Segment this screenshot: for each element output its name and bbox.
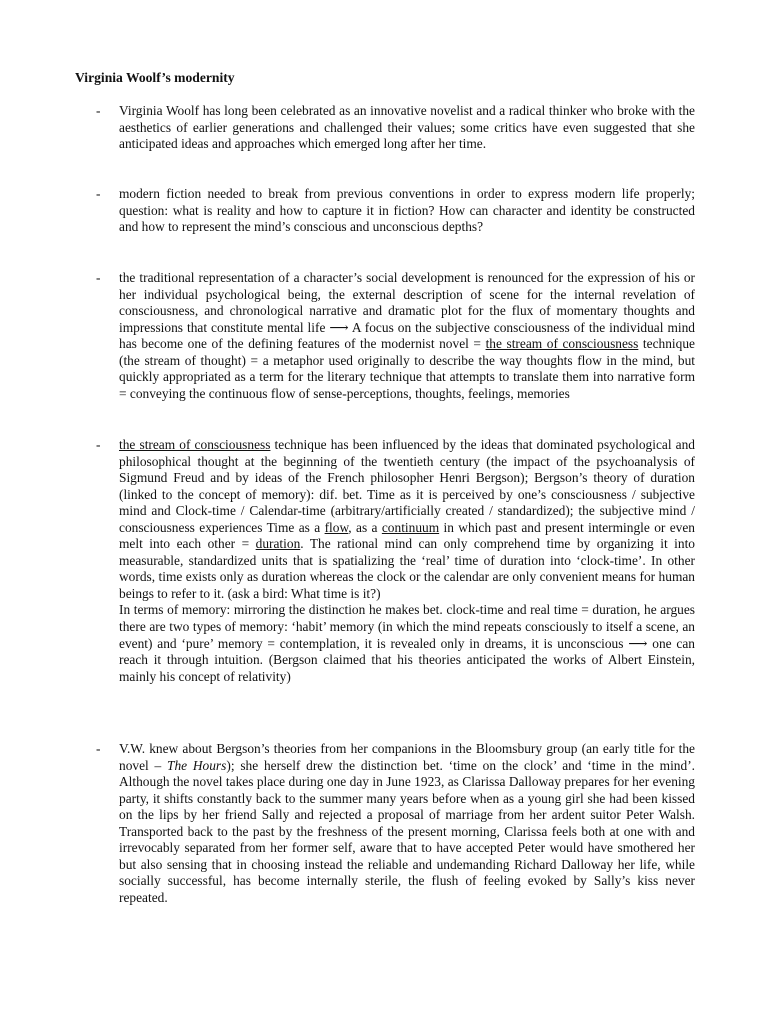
underlined-term: flow (324, 519, 349, 535)
bullet-text (119, 741, 695, 906)
bullet-text (119, 437, 695, 685)
paragraph: In terms of memory: mirroring the distinction he makes bet. clock-time and real time = duration, he argues there are two types of memory: ‘habit’ memory (in which the mind repeats consciously to itself a scene, an event) and ‘pure’ memory = contemplation, it is revealed only in dreams, it is unconscious ⟶ one can reach it through intuition. (Bergson claimed that his theories anticipated the works of Albert Einstein, mainly his concept of relativity) (119, 602, 695, 684)
paragraph: modern fiction needed to break from previous conventions in order to express modern life properly; question: what is reality and how to capture it in fiction? How can character and identity be constructed and how to represent the mind’s conscious and unconscious depths? (119, 186, 695, 235)
underlined-term: the stream of consciousness (119, 437, 271, 452)
document-title: Virginia Woolf’s modernity (75, 70, 235, 85)
underlined-term: continuum (381, 519, 440, 535)
bullet-item-5 (96, 741, 695, 906)
paragraph: Virginia Woolf has long been celebrated as an innovative novelist and a radical thinker who broke with the aesthetics of earlier generations and challenged their values; some critics have even suggested that she anticipated ideas and approaches which emerged long after her time. (119, 103, 695, 152)
text-run: ); she herself drew the distinction bet. ‘time on the clock’ and ‘time in the mind’. Although the novel takes place during one day in June 1923, as Clarissa Dalloway prepares for her evening party, it shifts constantly back to the summer many years before when as a young girl she had been kissed on the lips by her friend Sally and rejected a proposal of marriage from her ardent suitor Peter Walsh. Transported back to the past by the freshness of the present morning, Clarissa feels both at one with and irrevocably separated from her former self, aware that to have accepted Peter would have smothered her but also sensing that in choosing instead the reliable and undemanding Richard Dalloway her life, while socially successful, has become internally sterile, the flush of feeling evoked by Sally’s kiss never repeated. (119, 757, 695, 905)
bullet-dash: - (96, 270, 101, 285)
bullet-text (119, 103, 695, 153)
bullet-dash: - (96, 103, 101, 118)
bullet-item-4 (96, 437, 695, 685)
underlined-term: duration (255, 536, 301, 552)
bullet-text (119, 186, 695, 236)
bullet-dash: - (96, 186, 101, 201)
text-run: in which past and present intermingle or even melt into each other = (119, 519, 696, 552)
text-run: the traditional representation of a character’s social development is renounced for the expression of his or her individual psychological being, the external description of scene for the internal revelation of consciousness, and chronological narrative and dramatic plot for the flux of momentary thoughts and impressions that constitute mental life ⟶ A focus on the subjective consciousness of the individual mind has become one of the defining features of the modernist novel = (119, 270, 695, 352)
bullet-text (119, 270, 695, 402)
paragraph (119, 437, 695, 602)
bullet-item-2 (96, 186, 695, 236)
text-run: technique has been influenced by the ideas that dominated psychological and philosophical thought at the beginning of the twentieth century (the impact of the psychoanalysis of Sigmund Freud and by ideas of the French philosopher Henri Bergson); Bergson’s theory of duration (linked to the concept of memory): dif. bet. Time as it is perceived by one’s consciousness / subjective mind and Clock-time / Calendar-time (arbitrary/artificially created / standardized); the subjective mind / consciousness experiences Time as a (119, 437, 695, 535)
paragraph (119, 741, 695, 906)
underlined-term: the stream of consciousness (485, 336, 639, 352)
italic-title: The Hours (167, 757, 227, 773)
text-run: V.W. knew about Bergson’s theories from her companions in the Bloomsbury group (an early title for the novel – (119, 741, 695, 773)
bullet-dash: - (96, 437, 101, 452)
bullet-item-3 (96, 270, 695, 402)
text-run: , as a (348, 519, 382, 535)
paragraph (119, 270, 695, 402)
text-run: . The rational mind can only comprehend time by organizing it into measurable, standardized units that is spatializing the ‘real’ time of duration into ‘clock-time’. In other words, time exists only as duration whereas the clock or the calendar are only convenient means for human beings to refer to it. (ask a bird: What time is it?) (119, 536, 695, 601)
bullet-item-1 (96, 103, 695, 153)
text-run: technique (the stream of thought) = a metaphor used originally to describe the way thoughts flow in the mind, but quickly appropriated as a term for the literary technique that attempts to translate them into narrative form = conveying the continuous flow of sense-perceptions, thoughts, feelings, memories (119, 336, 695, 401)
bullet-dash: - (96, 741, 101, 756)
